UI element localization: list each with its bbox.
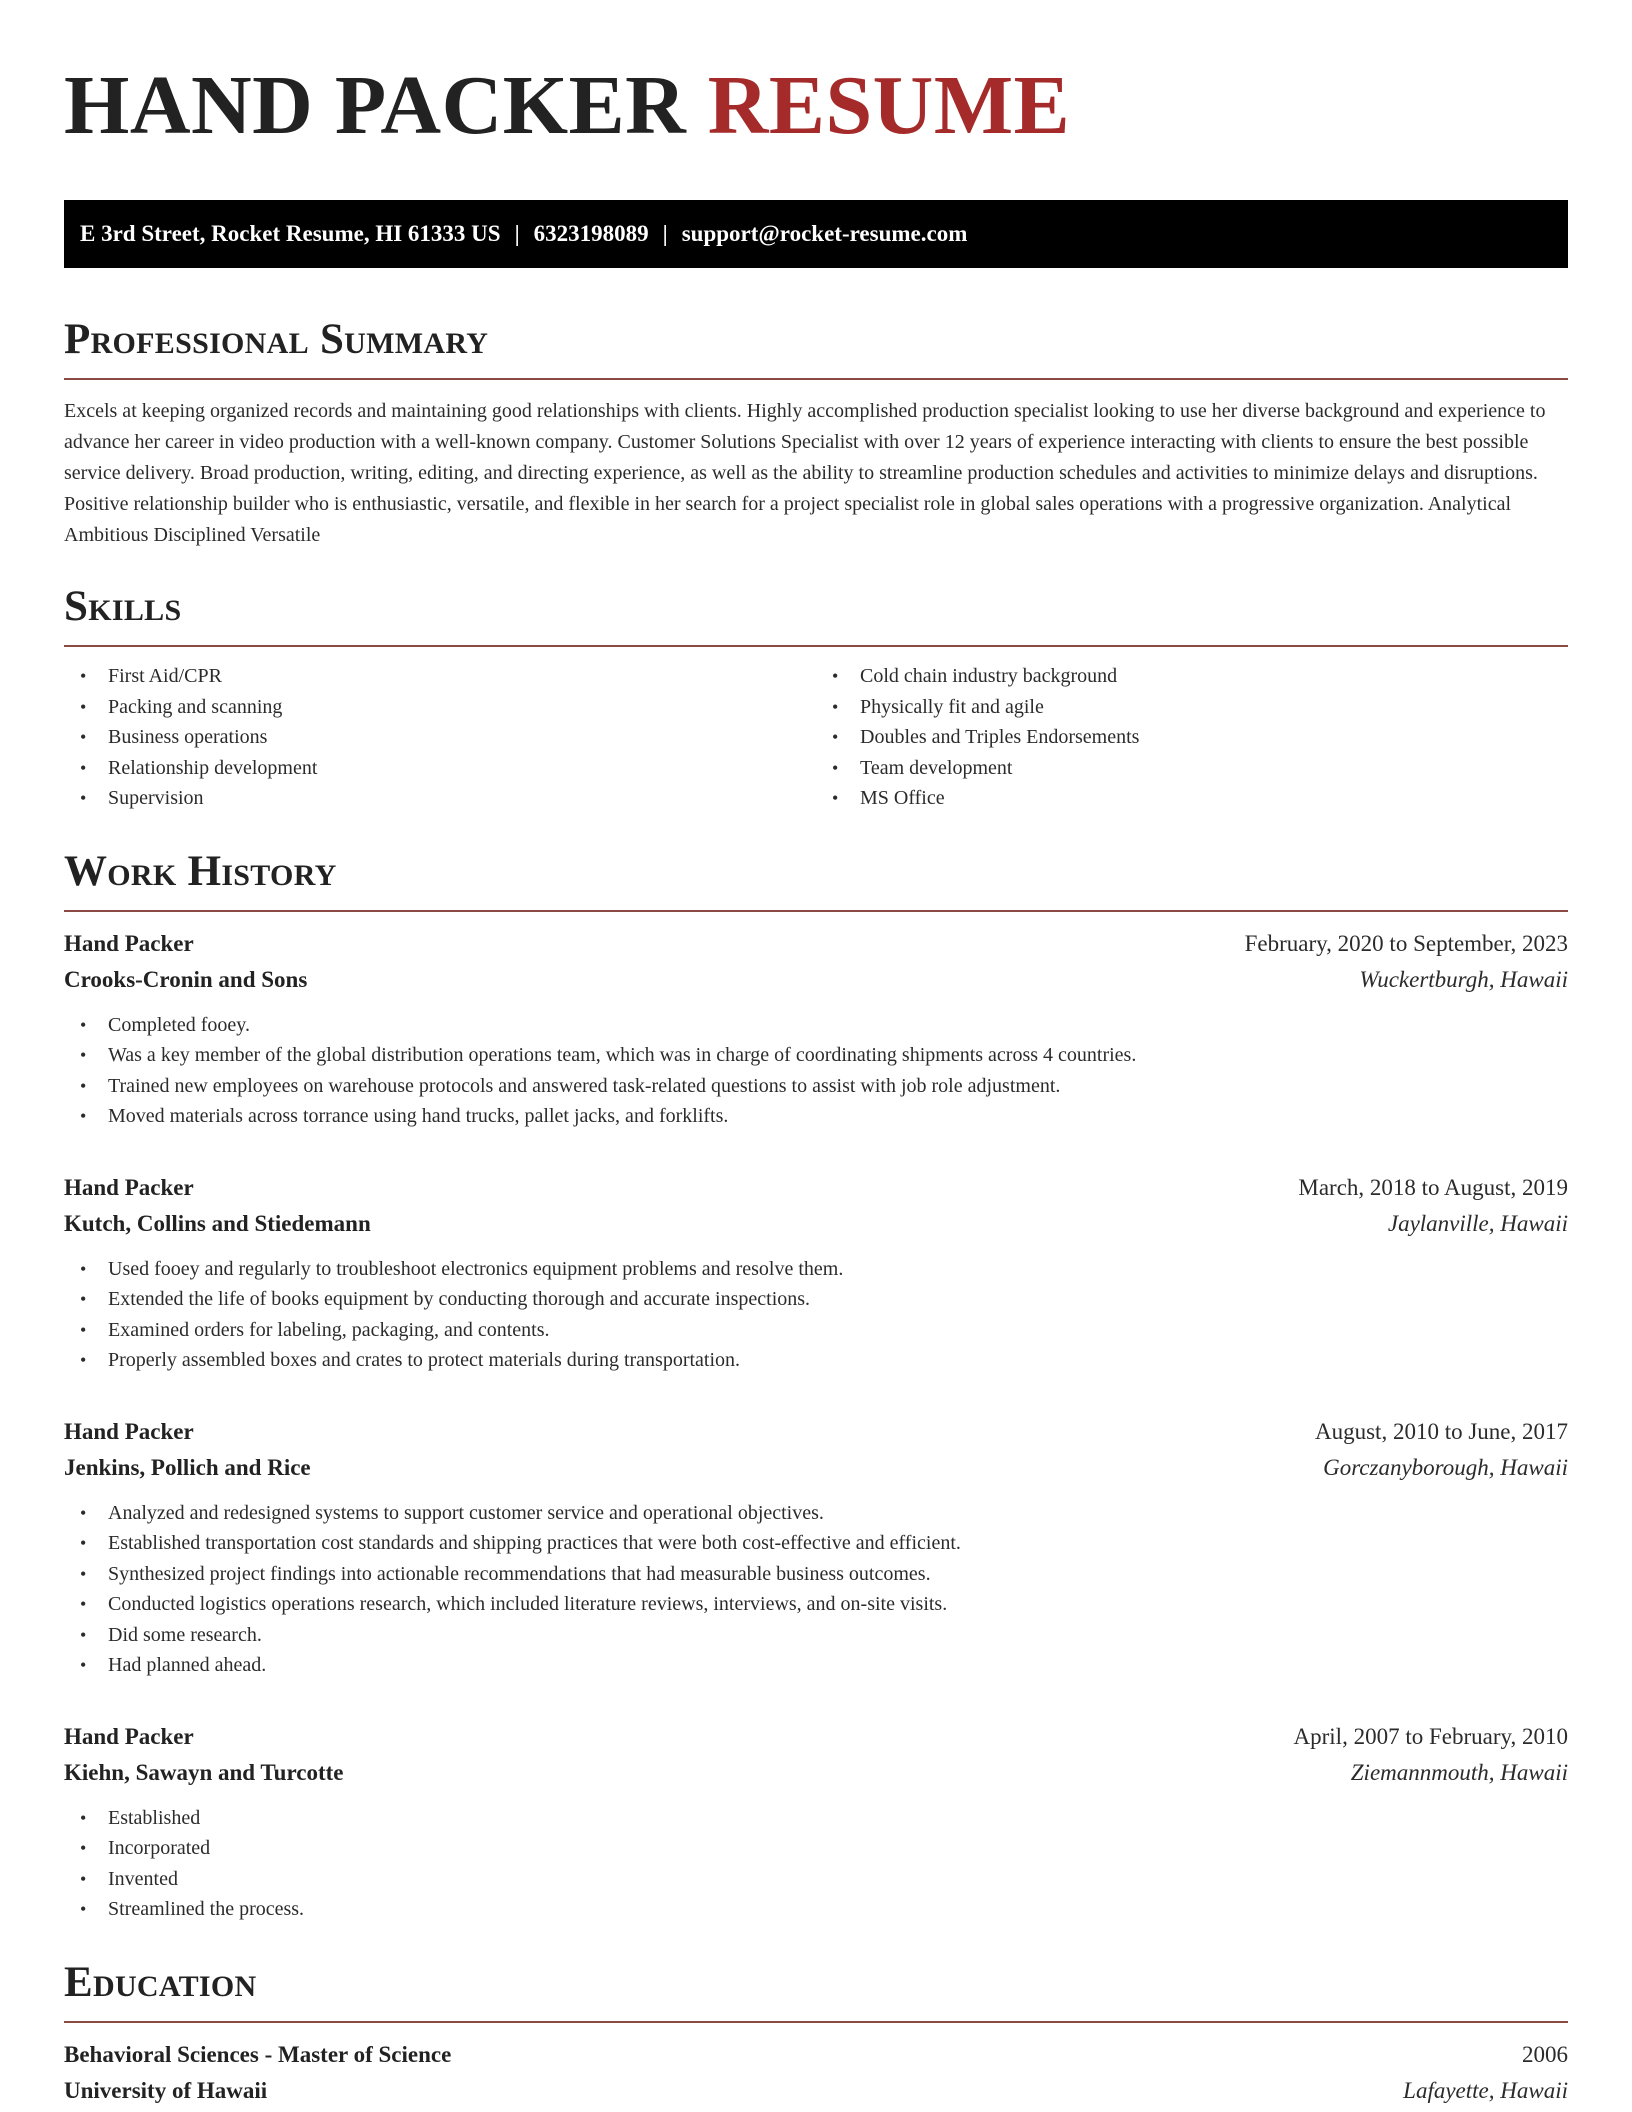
job-company-row [64,1450,1568,1486]
job-dates: August, 2010 to June, 2017 [1315,1418,1568,1444]
skill-item: • Business operations [64,722,816,753]
job-bullets [64,1010,1568,1132]
job-bullet: • Trained new employees on warehouse protocols and answered task-related questions to assist with job role adjustment. [64,1071,1568,1102]
contact-separator: | [514,221,520,246]
job-bullet: • Had planned ahead. [64,1650,1568,1681]
contact-address: E 3rd Street, Rocket Resume, HI 61333 US [80,221,501,246]
summary-heading: Professional Summary [64,316,489,363]
job-bullet: • Moved materials across torrance using hand trucks, pallet jacks, and forklifts. [64,1101,1568,1132]
skills-list-right [816,661,1568,814]
section-divider [64,2021,1568,2023]
job-title: Hand Packer [64,930,194,956]
job-title: Hand Packer [64,1174,194,1200]
education-location: Lafayette, Hawaii [1403,2077,1568,2103]
contact-separator: | [662,221,668,246]
job-company: Crooks-Cronin and Sons [64,966,308,992]
section-divider [64,378,1568,380]
skill-item: • First Aid/CPR [64,661,816,692]
job-bullet: • Analyzed and redesigned systems to support customer service and operational objectives. [64,1498,1568,1529]
job-bullet: • Synthesized project findings into actionable recommendations that had measurable business outcomes. [64,1559,1568,1590]
job-bullet: • Established transportation cost standards and shipping practices that were both cost-effective and efficient. [64,1528,1568,1559]
skills-section [64,579,1568,814]
job-bullet: • Incorporated [64,1833,1568,1864]
education-section [64,1955,1568,2109]
job-company: Kutch, Collins and Stiedemann [64,1210,371,1236]
job-header-row [64,1170,1568,1206]
education-degree-row [64,2037,1568,2073]
skill-item: • Doubles and Triples Endorsements [816,722,1568,753]
job-dates: April, 2007 to February, 2010 [1293,1723,1568,1749]
education-entry [64,2037,1568,2109]
skill-item: • Team development [816,753,1568,784]
job-title: Hand Packer [64,1723,194,1749]
job-entry [64,1414,1568,1681]
resume-title [64,56,1568,156]
contact-bar [64,200,1568,268]
education-school: University of Hawaii [64,2077,268,2103]
skills-list-left [64,661,816,814]
job-entry [64,1719,1568,1925]
skill-item: • Cold chain industry background [816,661,1568,692]
summary-text: Excels at keeping organized records and maintaining good relationships with clients. Highly accomplished production specialist looking to use her diverse background and experience to advance her career in video production with a well-known company. Customer Solutions Specialist with over 12 years of experience interacting with clients to ensure the best possible service delivery. Broad production, writing, editing, and directing experience, as well as the ability to streamline production schedules and activities to minimize delays and disruptions. Positive relationship builder who is enthusiastic, versatile, and flexible in her search for a project specialist role in global sales operations with a progressive organization. Analytical Ambitious Disciplined Versatile [64,400,1546,546]
skills-heading: Skills [64,583,182,630]
education-school-row [64,2073,1568,2109]
skill-item: • Supervision [64,783,816,814]
contact-email[interactable]: support@rocket-resume.com [681,221,968,246]
title-main: HAND PACKER [64,59,687,152]
job-bullet: • Conducted logistics operations research, which included literature reviews, interviews, and on-site visits. [64,1589,1568,1620]
title-accent: RESUME [707,59,1071,152]
work-history-section [64,844,1568,1925]
job-bullet: • Was a key member of the global distribution operations team, which was in charge of coordinating shipments across 4 countries. [64,1040,1568,1071]
skill-item: • Physically fit and agile [816,692,1568,723]
job-entry [64,1170,1568,1376]
job-location: Ziemannmouth, Hawaii [1350,1759,1568,1785]
job-company: Kiehn, Sawayn and Turcotte [64,1759,344,1785]
job-header-row [64,1719,1568,1755]
skill-item: • MS Office [816,783,1568,814]
job-title: Hand Packer [64,1418,194,1444]
education-degree: Behavioral Sciences - Master of Science [64,2041,452,2067]
section-divider [64,645,1568,647]
skill-item: • Packing and scanning [64,692,816,723]
job-location: Wuckertburgh, Hawaii [1359,966,1568,992]
work-history-heading: Work History [64,847,337,895]
job-dates: February, 2020 to September, 2023 [1244,930,1568,956]
job-bullets [64,1803,1568,1925]
summary-section [64,312,1568,551]
job-bullet: • Streamlined the process. [64,1894,1568,1925]
job-bullet: • Properly assembled boxes and crates to protect materials during transportation. [64,1345,1568,1376]
contact-phone: 6323198089 [533,221,649,246]
education-year: 2006 [1522,2041,1568,2067]
job-bullet: • Did some research. [64,1620,1568,1651]
job-bullet: • Used fooey and regularly to troubleshoot electronics equipment problems and resolve them. [64,1254,1568,1285]
skill-item: • Relationship development [64,753,816,784]
job-header-row [64,926,1568,962]
job-company-row [64,1755,1568,1791]
education-heading: Education [64,1958,257,2006]
job-location: Jaylanville, Hawaii [1387,1210,1568,1236]
section-divider [64,910,1568,912]
job-bullet: • Examined orders for labeling, packaging, and contents. [64,1315,1568,1346]
job-bullet: • Extended the life of books equipment by conducting thorough and accurate inspections. [64,1284,1568,1315]
job-dates: March, 2018 to August, 2019 [1298,1174,1568,1200]
job-company: Jenkins, Pollich and Rice [64,1454,311,1480]
job-company-row [64,962,1568,998]
job-header-row [64,1414,1568,1450]
job-location: Gorczanyborough, Hawaii [1323,1454,1568,1480]
job-bullet: • Established [64,1803,1568,1834]
job-bullets [64,1254,1568,1376]
job-bullets [64,1498,1568,1681]
job-company-row [64,1206,1568,1242]
job-bullet: • Invented [64,1864,1568,1895]
skills-grid [64,661,1568,814]
job-entry [64,926,1568,1132]
job-bullet: • Completed fooey. [64,1010,1568,1041]
